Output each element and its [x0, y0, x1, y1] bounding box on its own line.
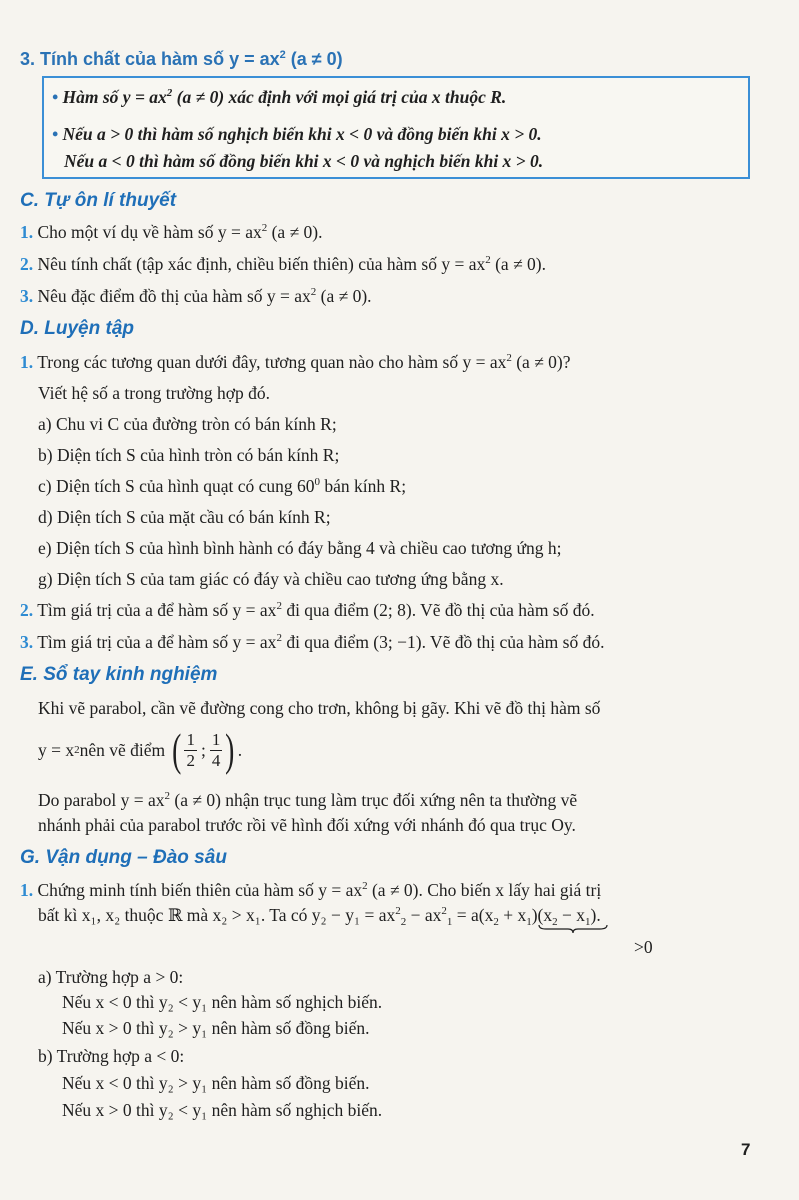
- heading-tail: (a ≠ 0): [285, 49, 343, 69]
- bullet-icon: •: [52, 87, 59, 107]
- case-b-line-2: Nếu x > 0 thì y₂ < y₁ nên hàm số nghịch biến.: [62, 1100, 383, 1120]
- g-eq-part-6: − x: [557, 905, 585, 925]
- d-question-1-line-2: Viết hệ số a trong trường hợp đó.: [38, 383, 271, 403]
- option-b: b) Diện tích S của hình tròn có bán kính R;: [38, 445, 340, 465]
- box-line-1: [52, 87, 506, 108]
- item-sup: 2: [506, 352, 512, 364]
- e-line-3-text: Do parabol y = ax: [38, 790, 165, 810]
- case-b-heading: b) Trường hợp a < 0:: [38, 1046, 185, 1066]
- bullet-icon: •: [52, 124, 59, 144]
- e-line-2-text: y = x: [38, 740, 75, 760]
- fraction-separator: ;: [200, 740, 206, 760]
- e-line-2-tail: nên vẽ điểm: [79, 740, 166, 760]
- item-text: Tìm giá trị của a để hàm số y = ax: [37, 600, 277, 620]
- item-tail: (a ≠ 0)?: [511, 352, 571, 372]
- case-b-line-1: Nếu x < 0 thì y₂ > y₁ nên hàm số đồng biến.: [62, 1073, 370, 1093]
- d-question-2: [20, 599, 595, 621]
- page-number: 7: [741, 1140, 751, 1159]
- e-line-2-end: .: [237, 740, 243, 760]
- e-line-3-tail: (a ≠ 0) nhận trục tung làm trục đối xứng nên ta thường vẽ: [170, 790, 578, 810]
- fraction-2: [210, 730, 223, 771]
- g-eq-part-4: ): [531, 905, 538, 925]
- item-number: 1.: [20, 880, 34, 900]
- fraction-1-num: 1: [186, 729, 195, 749]
- item-text: Nêu đặc điểm đồ thị của hàm số y = ax: [37, 286, 311, 306]
- section-c-title: C. Tự ôn lí thuyết: [20, 190, 177, 211]
- g-line-1-sup: 2: [362, 880, 368, 892]
- box-line-2-text: Nếu a > 0 thì hàm số nghịch biến khi x < 0 và đồng biến khi x > 0.: [62, 124, 542, 144]
- option-d: d) Diện tích S của mặt cầu có bán kính R;: [38, 507, 331, 527]
- section-g-title: G. Vận dụng – Đào sâu: [20, 847, 227, 868]
- g-eq-part-7: ): [590, 905, 597, 925]
- item-number: 3.: [20, 632, 34, 652]
- item-text: Nêu tính chất (tập xác định, chiều biến thiên) của hàm số y = ax: [37, 254, 486, 274]
- d-question-1: [20, 351, 571, 373]
- item-number: 2.: [20, 600, 34, 620]
- fraction-1: [184, 730, 197, 771]
- section-d-title: D. Luyện tập: [20, 318, 135, 339]
- right-paren-icon: ): [225, 724, 235, 775]
- section-3-heading: [20, 49, 343, 70]
- g-line-1: [20, 879, 601, 901]
- case-a-line-1: Nếu x < 0 thì y₂ < y₁ nên hàm số nghịch biến.: [62, 992, 383, 1012]
- item-text: Tìm giá trị của a để hàm số y = ax: [37, 632, 277, 652]
- item-tail: (a ≠ 0).: [316, 286, 372, 306]
- option-c-tail: bán kính R;: [320, 476, 407, 496]
- e-line-2: y = x 2 nên vẽ điểm ( $\frac{1}{2}$ ; $\frac{1}{4}$ ) .: [38, 724, 243, 775]
- e-line-3: [38, 789, 577, 811]
- box-line-1-text: Hàm số y = ax: [62, 87, 167, 107]
- item-tail: (a ≠ 0).: [267, 222, 323, 242]
- underbrace-label: >0: [634, 937, 653, 957]
- property-box: [42, 76, 750, 179]
- item-text: Trong các tương quan dưới đây, tương quan nào cho hàm số y = ax: [37, 352, 507, 372]
- left-paren-icon: (: [172, 724, 182, 775]
- underbrace-icon: [538, 924, 608, 934]
- case-a-line-2: Nếu x > 0 thì y₂ > y₁ nên hàm số đồng biến.: [62, 1018, 370, 1038]
- item-tail: đi qua điểm (2; 8). Vẽ đồ thị của hàm số đó.: [281, 600, 595, 620]
- fraction-2-den: 4: [211, 750, 221, 770]
- item-number: 2.: [20, 254, 34, 274]
- d-question-3: [20, 631, 604, 653]
- g-eq-part-5: (x: [537, 905, 553, 925]
- fraction-1-den: 2: [186, 750, 195, 770]
- item-sup: 2: [276, 600, 282, 612]
- g-eq-part-2: = a(x: [452, 905, 494, 925]
- option-e: e) Diện tích S của hình bình hành có đáy bằng 4 và chiều cao tương ứng h;: [38, 538, 562, 558]
- underbrace-group: $(x_2 - x_1)$: [538, 904, 597, 926]
- option-a: a) Chu vi C của đường tròn có bán kính R;: [38, 414, 337, 434]
- box-line-2: [52, 124, 542, 145]
- box-line-1-tail: (a ≠ 0) xác định với mọi giá trị của x thuộc R.: [172, 87, 507, 107]
- c-item-2: [20, 253, 546, 275]
- item-tail: đi qua điểm (3; −1). Vẽ đồ thị của hàm số đó.: [281, 632, 605, 652]
- fraction-2-num: 1: [211, 729, 221, 749]
- g-eq-part-3: + x: [498, 905, 527, 925]
- e-line-3-sup: 2: [164, 790, 170, 802]
- item-sup: 2: [485, 254, 491, 266]
- g-line-1-tail: (a ≠ 0). Cho biến x lấy hai giá trị: [367, 880, 602, 900]
- c-item-3: [20, 285, 372, 307]
- box-line-3: Nếu a < 0 thì hàm số đồng biến khi x < 0 và nghịch biến khi x > 0.: [64, 151, 544, 171]
- item-number: 3.: [20, 286, 34, 306]
- section-e-title: E. Sổ tay kinh nghiệm: [20, 664, 218, 685]
- item-text: Cho một ví dụ về hàm số y = ax: [37, 222, 262, 242]
- option-c-sup: 0: [314, 476, 321, 488]
- g-line-1-text: Chứng minh tính biến thiên của hàm số y = ax: [37, 880, 363, 900]
- item-tail: (a ≠ 0).: [490, 254, 546, 274]
- option-c-text: c) Diện tích S của hình quạt có cung 60: [38, 476, 315, 496]
- option-g: g) Diện tích S của tam giác có đáy và chiều cao tương ứng bằng x.: [38, 569, 504, 589]
- heading-number: 3.: [20, 49, 36, 69]
- item-sup: 2: [276, 632, 282, 644]
- heading-sup: 2: [279, 49, 286, 61]
- c-item-1: [20, 221, 323, 243]
- heading-text: Tính chất của hàm số y = ax: [40, 49, 280, 69]
- case-a-heading: a) Trường hợp a > 0:: [38, 967, 184, 987]
- item-number: 1.: [20, 352, 34, 372]
- g-eq-part-1: − ax: [410, 905, 442, 925]
- item-sup: 2: [261, 222, 268, 234]
- e-line-4: nhánh phải của parabol trước rồi vẽ hình đối xứng với nhánh đó qua trục Oy.: [38, 815, 576, 835]
- box-line-1-sup: 2: [166, 87, 173, 99]
- item-sup: 2: [310, 286, 317, 298]
- g-line-2: bất kì x₁, x₂ thuộc ℝ mà x₂ > x₁. Ta có $y_2 - y_1 = ax^2_2 - ax^2_1 = a(x_2 + x_1)(x_2 - x_1)$ .: [38, 904, 601, 926]
- g-line-2-text: bất kì x₁, x₂ thuộc ℝ mà x₂ > x₁. Ta có y₂ − y₁ = ax: [38, 905, 396, 925]
- g-line-2-end: .: [596, 905, 601, 925]
- item-number: 1.: [20, 222, 34, 242]
- e-line-1: Khi vẽ parabol, cần vẽ đường cong cho trơn, không bị gãy. Khi vẽ đồ thị hàm số: [38, 698, 601, 718]
- option-c: [38, 475, 406, 497]
